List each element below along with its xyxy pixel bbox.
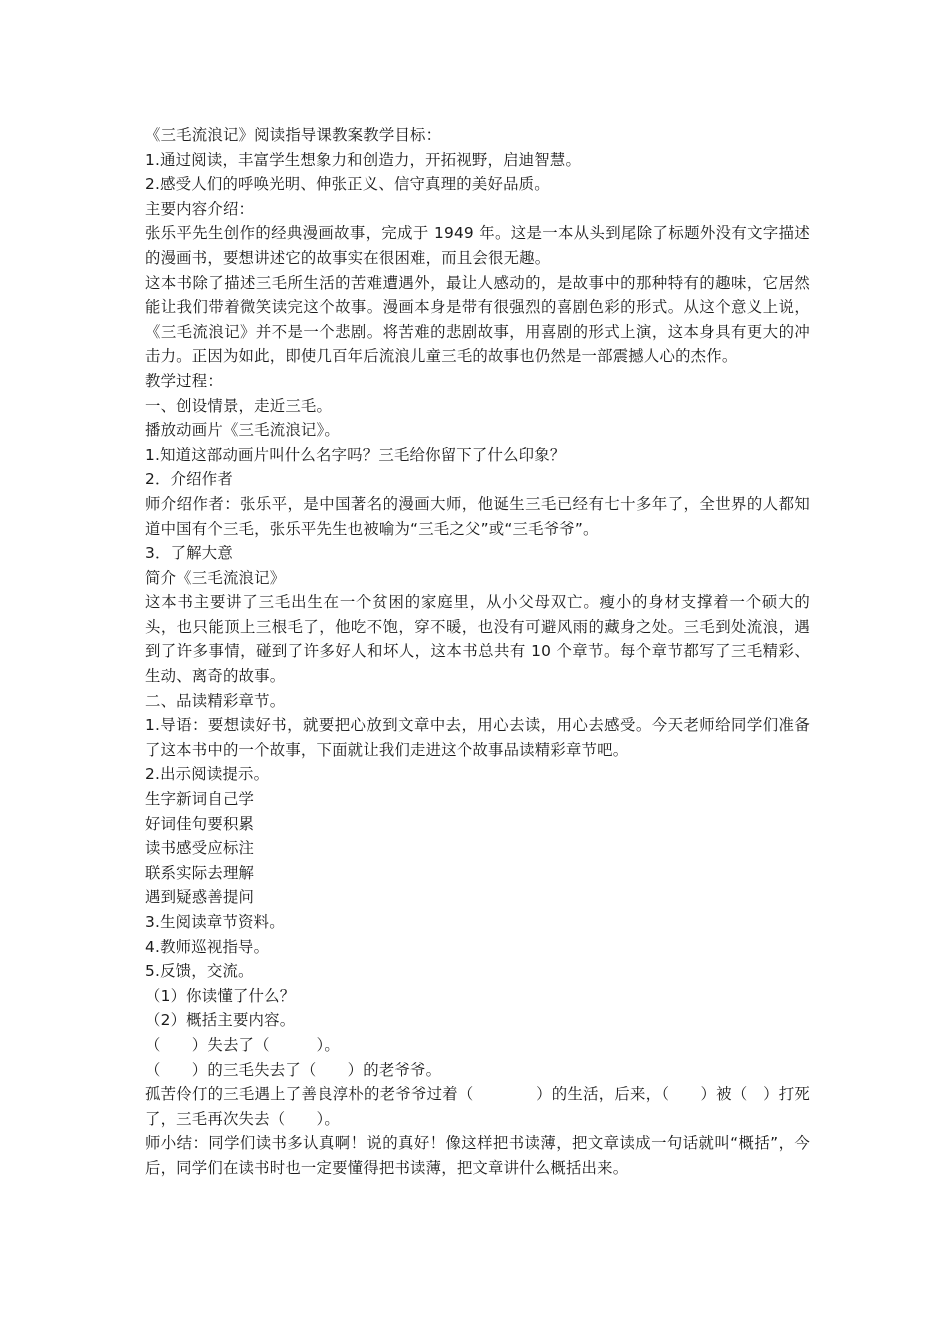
list-item: 4.教师巡视指导。 [145,937,270,956]
hint-line: 生字新词自己学 [145,790,255,809]
section-heading: 教学过程： [145,371,223,390]
paragraph: 播放动画片《三毛流浪记》。 [145,421,340,440]
paragraph: 师小结：同学们读书多认真啊！说的真好！像这样把书读薄，把文章读成一句话就叫“概括”，今后，同学们在读书时也一定要懂得把书读薄，把文章讲什么概括出来。 [145,1134,810,1177]
hint-line: 好词佳句要积累 [145,814,255,833]
paragraph: 这本书除了描述三毛所生活的苦难遭遇外，最让人感动的，是故事中的那种特有的趣味，它居然能让我们带着微笑读完这个故事。漫画本身是带有很强烈的喜剧色彩的形式。从这个意义上说，《三毛流浪记》并不是一个悲剧。将苦难的悲剧故事，用喜剧的形式上演，这本身具有更大的冲击力。正因为如此，即使几百年后流浪儿童三毛的故事也仍然是一部震撼人心的杰作。 [145,273,810,366]
sub-item: （2）概括主要内容。 [145,1011,296,1030]
section-heading: 二、品读精彩章节。 [145,691,286,710]
fill-blank-line: （ ）失去了（ ）。 [145,1035,340,1054]
sub-item: （1）你读懂了什么？ [145,986,296,1005]
hint-line: 联系实际去理解 [145,863,255,882]
section-heading: 一、创设情景，走近三毛。 [145,396,333,415]
list-item: 5.反馈，交流。 [145,962,254,981]
hint-line: 遇到疑惑善提问 [145,888,255,907]
hint-line: 读书感受应标注 [145,839,255,858]
list-item: 1.知道这部动画片叫什么名字吗？三毛给你留下了什么印象？ [145,445,566,464]
fill-blank-line: 孤苦伶仃的三毛遇上了善良淳朴的老爷爷过着（ ）的生活，后来，（ ）被（ ）打死了，三毛再次失去（ ）。 [145,1085,810,1128]
section-heading: 主要内容介绍： [145,199,255,218]
document-body [145,123,810,1181]
goal-item: 1.通过阅读，丰富学生想象力和创造力，开拓视野，启迪智慧。 [145,150,582,169]
paragraph: 这本书主要讲了三毛出生在一个贫困的家庭里，从小父母双亡。瘦小的身材支撑着一个硕大的头，也只能顶上三根毛了，他吃不饱，穿不暖，也没有可避风雨的藏身之处。三毛到处流浪，遇到了许多事情，碰到了许多好人和坏人，这本书总共有 10 个章节。每个章节都写了三毛精彩、生动、离奇的故事。 [145,593,810,686]
goal-item: 2.感受人们的呼唤光明、伸张正义、信守真理的美好品质。 [145,175,550,194]
list-item: 2.出示阅读提示。 [145,765,270,784]
paragraph: 师介绍作者：张乐平，是中国著名的漫画大师，他诞生三毛已经有七十多年了，全世界的人都知道中国有个三毛，张乐平先生也被喻为“三毛之父”或“三毛爷爷”。 [145,494,810,538]
fill-blank-line: （ ）的三毛失去了（ ）的老爷爷。 [145,1060,442,1079]
paragraph: 张乐平先生创作的经典漫画故事，完成于 1949 年。这是一本从头到尾除了标题外没有文字描述的漫画书，要想讲述它的故事实在很困难，而且会很无趣。 [145,224,810,267]
list-item: 3．了解大意 [145,544,233,563]
doc-title-line: 《三毛流浪记》阅读指导课教案教学目标： [145,126,442,144]
list-item: 1.导语：要想读好书，就要把心放到文章中去，用心去读，用心去感受。今天老师给同学们准备了这本书中的一个故事，下面就让我们走进这个故事品读精彩章节吧。 [145,716,810,759]
list-item: 2．介绍作者 [145,470,233,489]
list-item: 3.生阅读章节资料。 [145,913,285,931]
paragraph: 简介《三毛流浪记》 [145,568,286,587]
